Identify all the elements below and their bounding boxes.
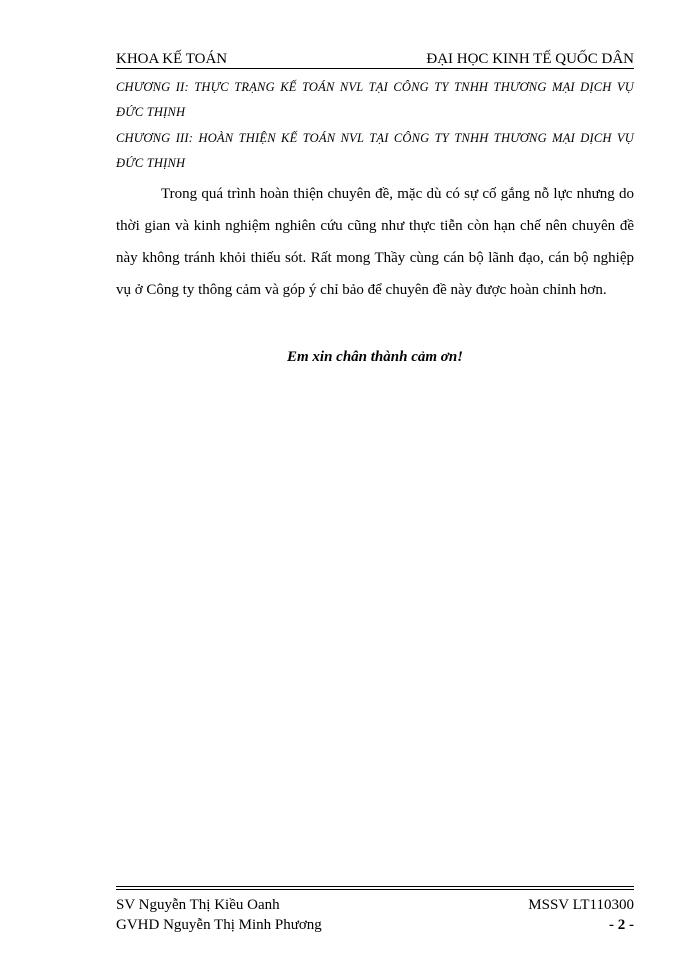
footer-divider	[116, 886, 634, 890]
footer-student: SV Nguyễn Thị Kiều Oanh	[116, 897, 280, 913]
page-number: - 2 -	[609, 917, 634, 933]
chapter-2-title: CHƯƠNG II: THỰC TRẠNG KẾ TOÁN NVL TẠI CÔNG TY TNHH THƯƠNG MẠI DỊCH VỤ ĐỨC THỊNH	[116, 80, 634, 119]
page-header	[116, 44, 634, 69]
header-faculty: KHOA KẾ TOÁN	[116, 51, 228, 67]
chapter-3-title: CHƯƠNG III: HOÀN THIỆN KẾ TOÁN NVL TẠI CÔNG TY TNHH THƯƠNG MẠI DỊCH VỤ ĐỨC THỊNH	[116, 131, 634, 170]
closing-thanks: Em xin chân thành cảm ơn!	[286, 349, 464, 365]
footer-student-id: MSSV LT110300	[528, 897, 634, 913]
page-footer	[116, 895, 634, 935]
header-university: ĐẠI HỌC KINH TẾ QUỐC DÂN	[426, 51, 634, 67]
body-paragraph: Trong quá trình hoàn thiện chuyên đề, mặc dù có sự cố gắng nỗ lực nhưng do thời gian và kinh nghiệm nghiên cứu cũng như thực tiễn còn hạn chế nên chuyên đề này không tránh khỏi thiếu sót. Rất mong Thầy cùng cán bộ lãnh đạo, cán bộ nghiệp vụ ở Công ty thông cảm và góp ý chỉ bảo để chuyên đề này được hoàn chỉnh hơn.	[116, 186, 634, 298]
footer-advisor: GVHD Nguyễn Thị Minh Phương	[116, 917, 322, 933]
